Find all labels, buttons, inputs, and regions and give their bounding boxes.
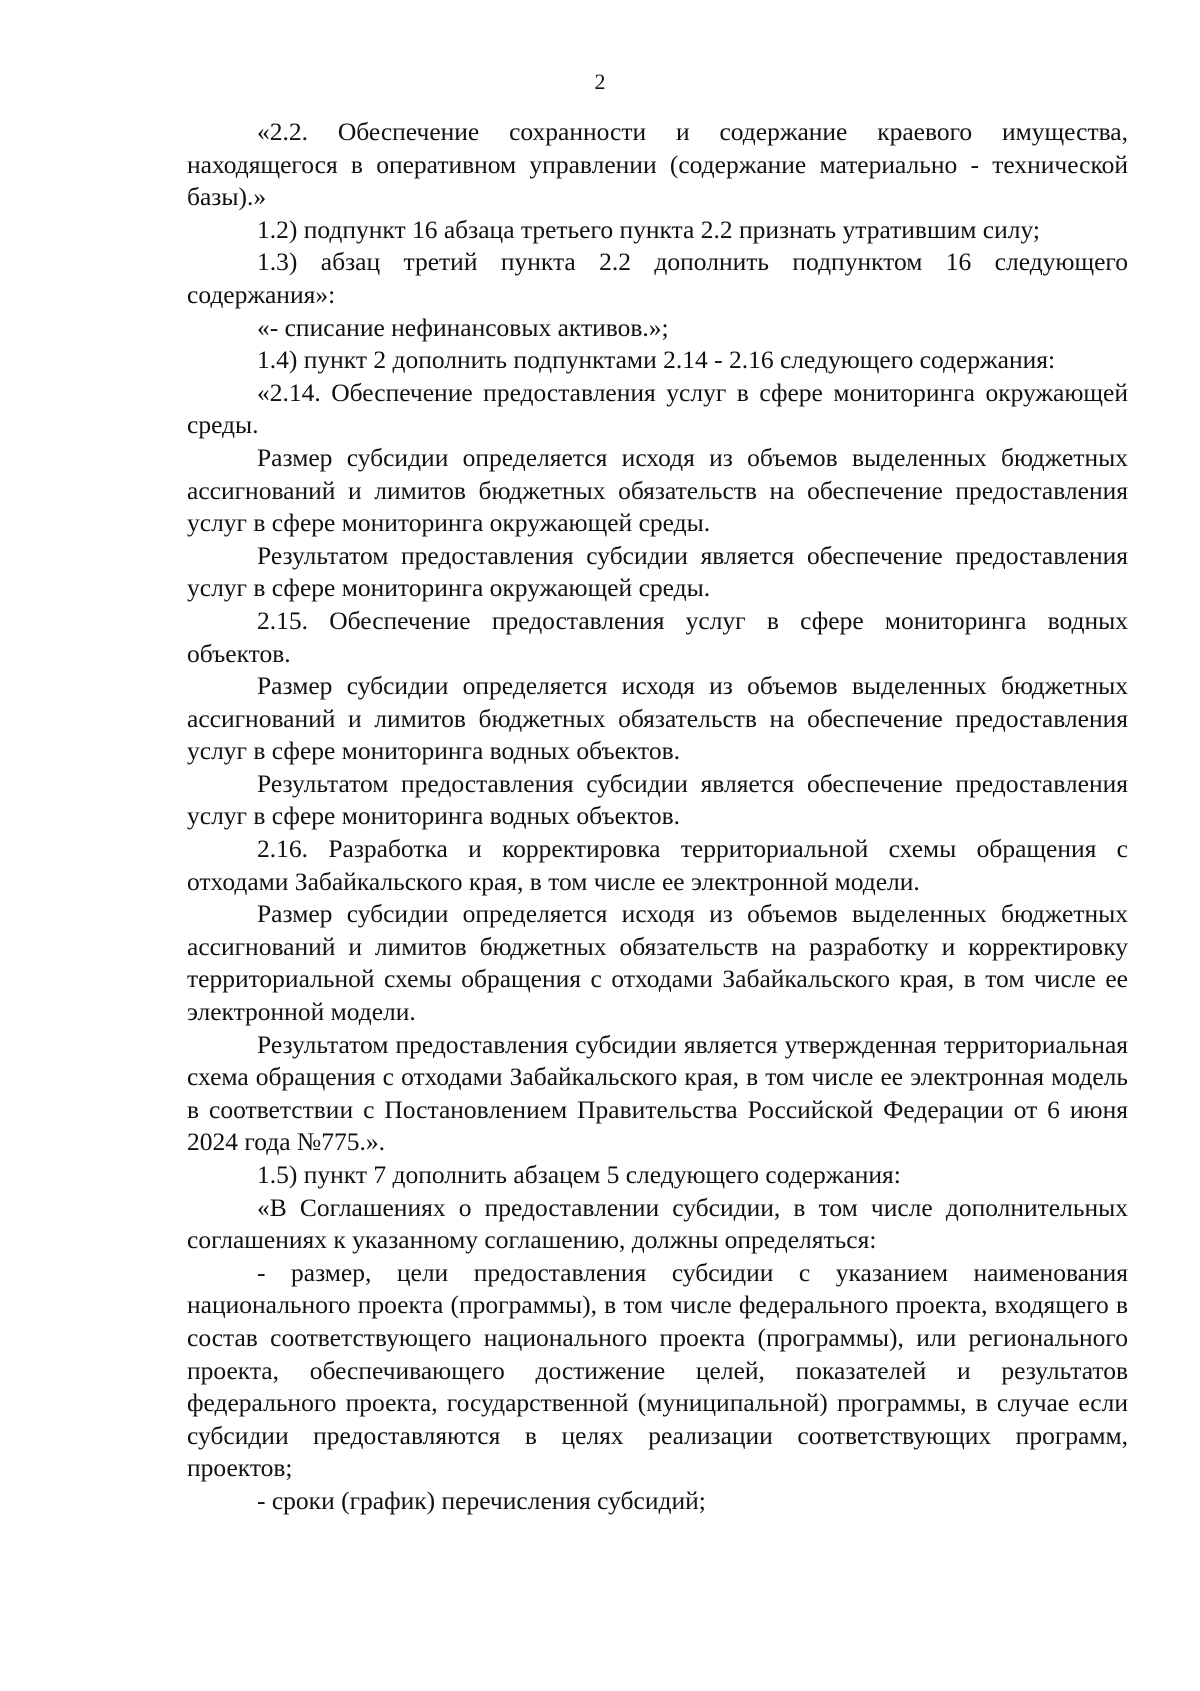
paragraph-clause-2-14: «2.14. Обеспечение предоставления услуг в сфере мониторинга окружающей среды. [187,377,1128,440]
paragraph-clause-2-15: 2.15. Обеспечение предоставления услуг в сфере мониторинга водных объектов. [187,605,1128,668]
paragraph-subsidy-size-2-14: Размер субсидии определяется исходя из объемов выделенных бюджетных ассигнований и лимитов бюджетных обязательств на обеспечение предоставления услуг в сфере мониторинга окружающей среды. [187,442,1128,538]
document-body [187,116,1128,1518]
paragraph-result-2-14: Результатом предоставления субсидии является обеспечение предоставления услуг в сфере мониторинга окружающей среды. [187,540,1128,603]
paragraph-subsidy-size-2-15: Размер субсидии определяется исходя из объемов выделенных бюджетных ассигнований и лимитов бюджетных обязательств на обеспечение предоставления услуг в сфере мониторинга водных объектов. [187,671,1128,766]
page-number: 2 [594,69,606,94]
paragraph-item-1-3: 1.3) абзац третий пункта 2.2 дополнить подпунктом 16 следующего содержания»: [187,247,1128,309]
paragraph-result-2-16: Результатом предоставления субсидии является утвержденная территориальная схема обращения с отходами Забайкальского края, в том числе ее электронная модель в соответствии с Постановлением Правительства Российской Федерации от 6 июня 2024 года №775.». [187,1029,1128,1157]
paragraph-subsidy-size-2-16: Размер субсидии определяется исходя из объемов выделенных бюджетных ассигнований и лимитов бюджетных обязательств на разработку и корректировку территориальной схемы обращения с отходами Забайкальского края, в том числе ее электронной модели. [187,899,1128,1027]
paragraph-clause-2-2: «2.2. Обеспечение сохранности и содержание краевого имущества, находящегося в оперативном управлении (содержание материально - технической базы).» [187,117,1128,212]
paragraph-agreements: «В Соглашениях о предоставлении субсидии, в том числе дополнительных соглашениях к указанному соглашению, должны определяться: [187,1192,1128,1255]
paragraph-item-1-4: 1.4) пункт 2 дополнить подпунктами 2.14 - 2.16 следующего содержания: [257,345,1056,375]
paragraph-result-2-15: Результатом предоставления субсидии является обеспечение предоставления услуг в сфере мониторинга водных объектов. [187,768,1128,831]
paragraph-item-1-5: 1.5) пункт 7 дополнить абзацем 5 следующего содержания: [257,1160,901,1189]
paragraph-size-and-goals: - размер, цели предоставления субсидии с указанием наименования национального проекта (программы), в том числе федерального проекта, входящего в состав соответствующего национального проекта (программы), или регионального проекта, обеспечивающего достижение целей, показателей и результатов федерального проекта, государственной (муниципальной) программы, в случае если субсидии предоставляются в целях реализации соответствующих программ, проектов; [187,1257,1128,1483]
paragraph-clause-2-16: 2.16. Разработка и корректировка территориальной схемы обращения с отходами Забайкальского края, в том числе ее электронной модели. [187,834,1128,896]
paragraph-schedule: - сроки (график) перечисления субсидий; [257,1485,706,1515]
paragraph-write-off: «- списание нефинансовых активов.»; [257,312,669,342]
paragraph-item-1-2: 1.2) подпункт 16 абзаца третьего пункта 2.2 признать утратившим силу; [257,214,1040,244]
